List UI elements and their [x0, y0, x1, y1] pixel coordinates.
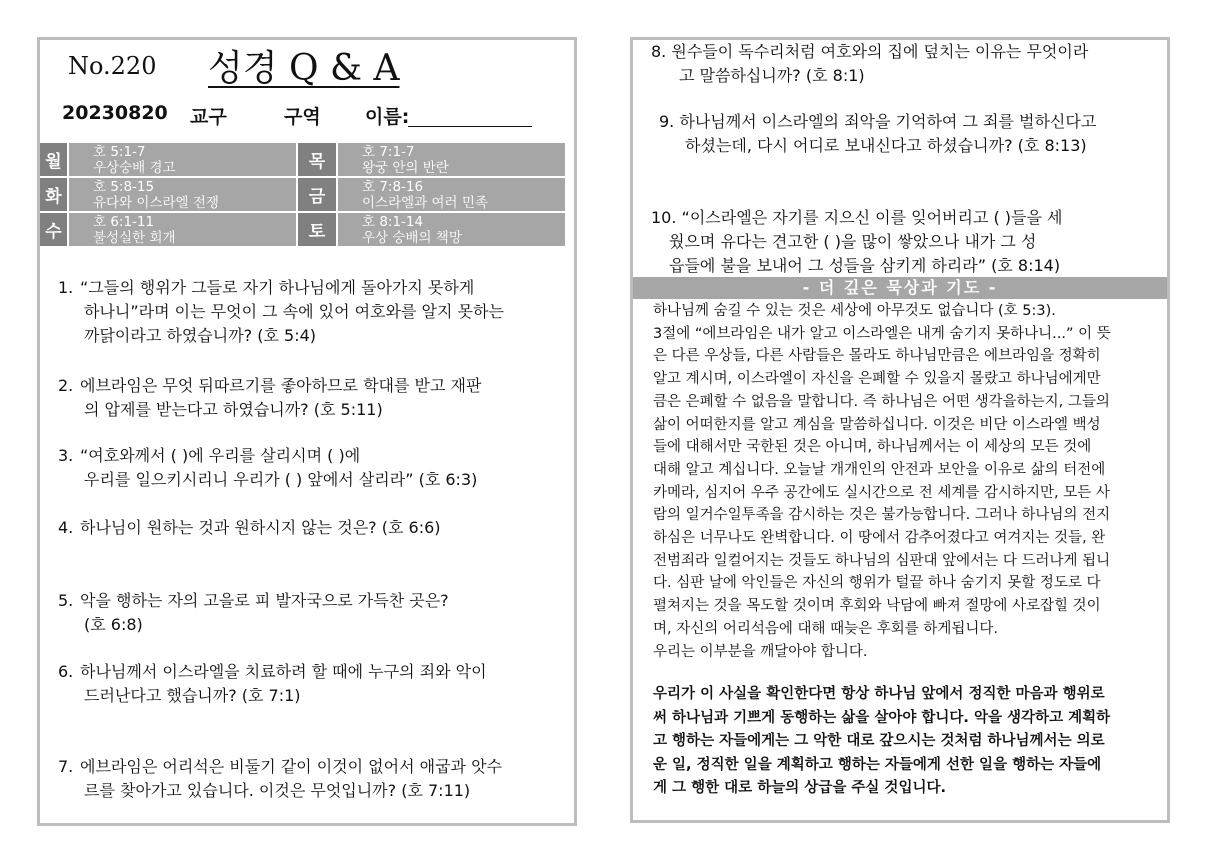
right-page [630, 37, 1170, 823]
question-5: 5. 악을 행하는 자의 고을로 피 발자국으로 가득찬 곳은? (호 6:8) [58, 591, 449, 634]
schedule-desc: 불성실한 회개 [93, 230, 176, 246]
reading-schedule [40, 141, 574, 246]
schedule-day: 월 [40, 143, 67, 176]
schedule-ref: 호 7:8-16 [362, 179, 424, 195]
schedule-cell [336, 213, 565, 246]
schedule-cell [336, 178, 565, 211]
schedule-desc: 우상 숭배의 책망 [362, 230, 462, 246]
question-6: 6. 하나님께서 이스라엘을 치료하려 할 때에 누구의 죄와 악이 드러난다고 했습니까? (호 7:1) [58, 662, 487, 705]
question-3: 3. “여호와께서 ( )에 우리를 살리시며 ( )에 우리를 일으키시리니 우리가 ( ) 앞에서 살리라” (호 6:3) [58, 446, 478, 489]
schedule-desc: 유다와 이스라엘 전쟁 [93, 195, 219, 211]
question-4: 4. 하나님이 원하는 것과 원하시지 않는 것은? (호 6:6) [58, 518, 441, 537]
schedule-cell [336, 143, 565, 176]
name-label: 이름: [365, 106, 410, 128]
meditation-conclusion: 우리가 이 사실을 확인한다면 항상 하나님 앞에서 정직한 마음과 행위로 써 하나님과 기쁘게 동행하는 삶을 살아야 합니다. 악을 생각하고 계획하 고 행하는 자들에게는 그 악한 대로 갚으시는 것처럼 하나님께서는 의로 운 일, 정직한 일을 계획하고 행하는 자들에게 선한 일을 행하는 자들에 게 그 행한 대로 하늘의 상급을 주실 것입니다. [653, 686, 1111, 796]
schedule-ref: 호 5:8-15 [93, 179, 155, 195]
schedule-desc: 우상숭배 경고 [93, 160, 176, 176]
schedule-day: 목 [296, 143, 336, 176]
question-8: 8. 원수들이 독수리처럼 여호와의 집에 덮치는 이유는 무엇이라 고 말씀하십니까? (호 8:1) [651, 42, 1089, 85]
question-7: 7. 에브라임은 어리석은 비둘기 같이 이것이 없어서 애굽과 앗수 르를 찾아가고 있습니다. 이것은 무엇입니까? (호 7:11) [58, 757, 503, 800]
schedule-cell [67, 213, 296, 246]
schedule-row [40, 211, 574, 246]
page-title: 성경 Q & A [208, 48, 400, 89]
schedule-day: 수 [40, 213, 67, 246]
left-page [37, 37, 577, 826]
name-blank-line [408, 126, 532, 127]
question-2: 2. 에브라임은 무엇 뒤따르기를 좋아하므로 학대를 받고 재판 의 압제를 받는다고 하였습니까? (호 5:11) [58, 376, 482, 419]
schedule-ref: 호 5:1-7 [93, 144, 146, 160]
question-9: 9. 하나님께서 이스라엘의 죄악을 기억하여 그 죄를 벌하신다고 하셨는데, 다시 어디로 보내신다고 하셨습니까? (호 8:13) [659, 112, 1097, 155]
date: 20230820 [62, 102, 168, 124]
gyogu-label: 교구 [190, 106, 227, 128]
schedule-row [40, 176, 574, 211]
guyeok-label: 구역 [284, 106, 321, 128]
schedule-ref: 호 8:1-14 [362, 214, 424, 230]
schedule-cell [67, 178, 296, 211]
schedule-ref: 호 6:1-11 [93, 214, 155, 230]
schedule-ref: 호 7:1-7 [362, 144, 415, 160]
schedule-row [40, 141, 574, 176]
schedule-desc: 이스라엘과 여러 민족 [362, 195, 488, 211]
schedule-day: 토 [296, 213, 336, 246]
schedule-day: 화 [40, 178, 67, 211]
question-10: 10. “이스라엘은 자기를 지으신 이를 잊어버리고 ( )들을 세 웠으며 유다는 견고한 ( )을 많이 쌓았으나 내가 그 성 읍들에 불을 보내어 그 성들을 삼키게 하리라” (호 8:14) [651, 208, 1063, 275]
meditation-text: 하나님께 숨길 수 있는 것은 세상에 아무것도 없습니다 (호 5:3). 3절에 “에브라임은 내가 알고 이스라엘은 내게 숨기지 못하나니...” 이 뜻 은 다른 우상들, 다른 사람들은 몰라도 하나님만큼은 에브라임을 정확히 알고 계시며, 이스라엘이 자신을 은폐할 수 있을지 몰랐고 하나님에게만 큼은 은폐할 수 없음을 말합니다. 즉 하나님은 어떤 생각을하는지, 그들의 삶이 어떠한지를 알고 계심을 말씀하십니다. 이것은 비단 이스라엘 백성 들에 대해서만 국한된 것은 아니며, 하나님께서는 이 세상의 모든 것에 대해 알고 계십니다. 오늘날 개개인의 안전과 보안을 이유로 삶의 터전에 카메라, 심지어 우주 공간에도 실시간으로 전 세계를 감시하지만, 모든 사 람의 일거수일투족을 감시하는 것은 불가능합니다. 그러나 하나님의 전지 하심은 너무나도 완벽합니다. 이 땅에서 감추어졌다고 여겨지는 것들, 완 전범죄라 일컬어지는 것들도 하나님의 심판대 앞에서는 다 드러나게 됩니 다. 심판 날에 악인들은 자신의 행위가 털끝 하나 숨기지 못할 정도로 다 펼쳐지는 것을 목도할 것이며 후회와 낙담에 빠져 절망에 사로잡힐 것이 며, 자신의 어리석음에 대해 때늦은 후회를 하게됩니다. 우리는 이부분을 깨달아야 합니다. [653, 303, 1111, 660]
schedule-desc: 왕궁 안의 반란 [362, 160, 449, 176]
schedule-cell [67, 143, 296, 176]
issue-number: No.220 [68, 52, 157, 80]
question-1: 1. “그들의 행위가 그들로 자기 하나님에게 돌아가지 못하게 하나니”라며 이는 무엇이 그 속에 있어 여호와를 알지 못하는 까닭이라고 하였습니까? (호 5:4) [58, 278, 504, 345]
schedule-day: 금 [296, 178, 336, 211]
meditation-banner: - 더 깊은 묵상과 기도 - [633, 277, 1167, 299]
